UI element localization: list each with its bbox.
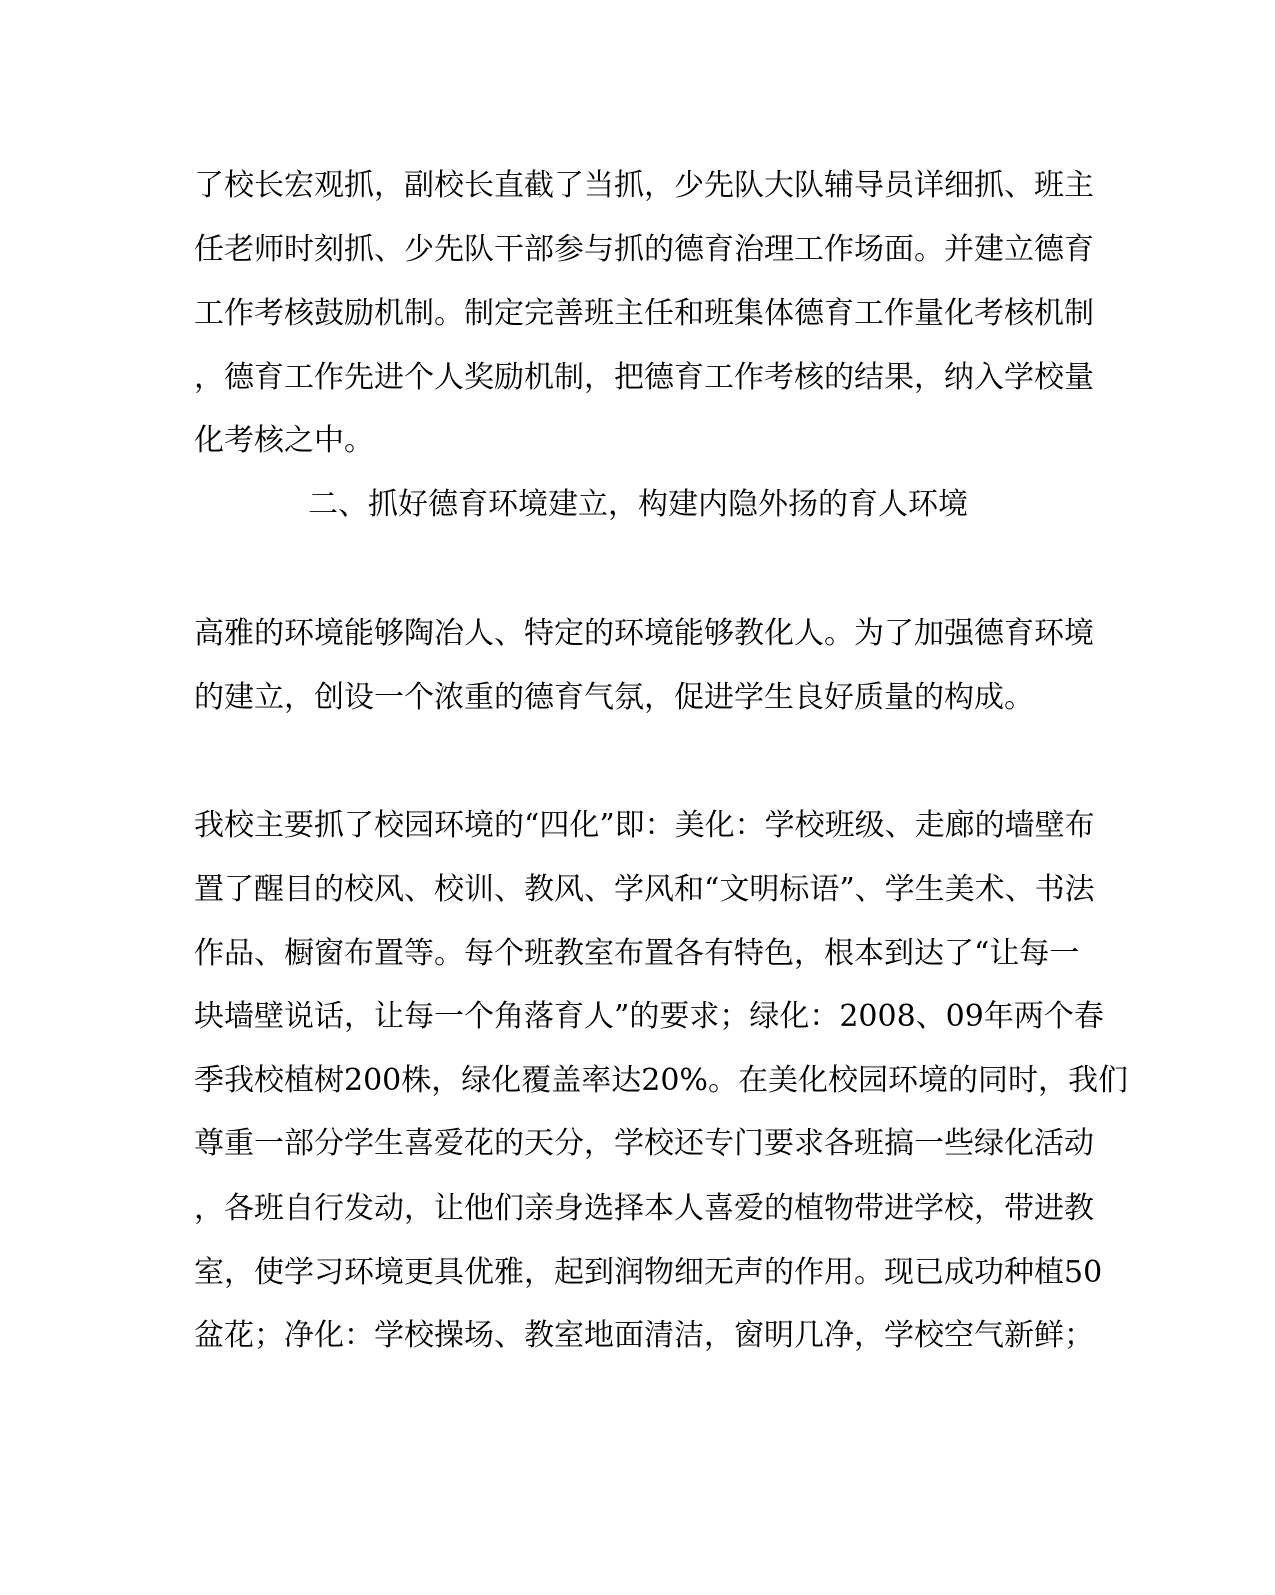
body-text-line: 的建立，创设一个浓重的德育气氛，促进学生良好质量的构成。 (194, 680, 1034, 715)
body-text-line: ，各班自行发动，让他们亲身选择本人喜爱的植物带进学校，带进教 (194, 1191, 1094, 1226)
body-text-line: 工作考核鼓励机制。制定完善班主任和班集体德育工作量化考核机制 (194, 296, 1094, 331)
body-text-line: 置了醒目的校风、校训、教风、学风和“文明标语”、学生美术、书法 (194, 872, 1095, 907)
body-text-line: 化考核之中。 (194, 423, 374, 458)
body-text-line: 高雅的环境能够陶冶人、特定的环境能够教化人。为了加强德育环境 (194, 616, 1094, 651)
body-text-line: 尊重一部分学生喜爱花的天分，学校还专门要求各班搞一些绿化活动 (194, 1126, 1094, 1161)
body-text-line: 任老师时刻抓、少先队干部参与抓的德育治理工作场面。并建立德育 (194, 232, 1094, 267)
body-text-line: 作品、橱窗布置等。每个班教室布置各有特色，根本到达了“让每一 (194, 936, 1080, 971)
body-text-line: ，德育工作先进个人奖励机制，把德育工作考核的结果，纳入学校量 (194, 360, 1094, 395)
body-text-line: 块墙壁说话，让每一个角落育人”的要求；绿化：2008、09年两个春 (194, 999, 1104, 1034)
body-text-line: 室，使学习环境更具优雅，起到润物细无声的作用。现已成功种植50 (194, 1255, 1103, 1290)
body-text-line: 季我校植树200株，绿化覆盖率达20%。在美化校园环境的同时，我们 (194, 1063, 1128, 1098)
section-heading: 二、抓好德育环境建立，构建内隐外扬的育人环境 (308, 487, 968, 522)
body-text-line: 我校主要抓了校园环境的“四化”即：美化：学校班级、走廊的墙壁布 (194, 808, 1095, 843)
body-text-line: 盆花；净化：学校操场、教室地面清洁，窗明几净，学校空气新鲜； (194, 1318, 1094, 1353)
body-text-line: 了校长宏观抓，副校长直截了当抓，少先队大队辅导员详细抓、班主 (194, 168, 1094, 203)
